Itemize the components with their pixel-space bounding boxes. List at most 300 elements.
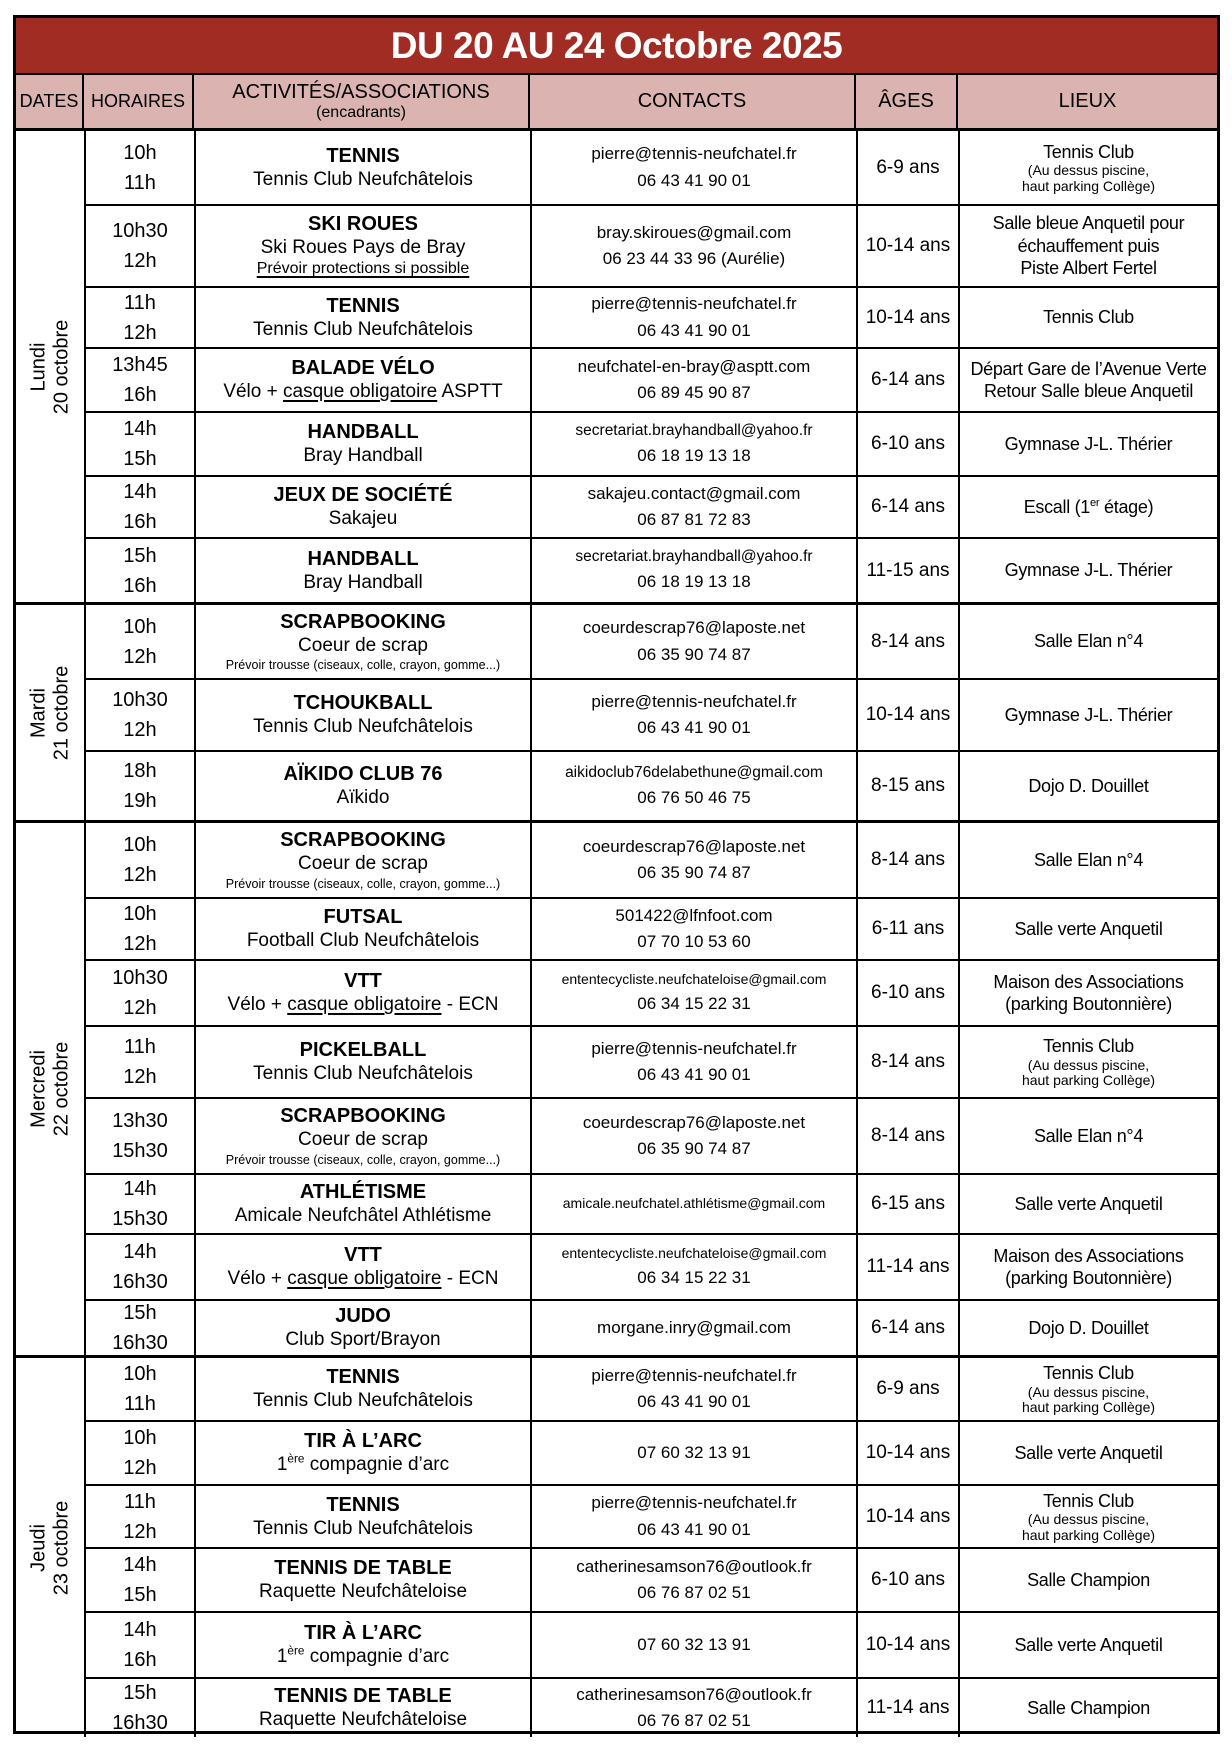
time-value: 10h bbox=[123, 834, 157, 856]
lieu-value: Tennis Club bbox=[1043, 307, 1134, 328]
time-value: 11h bbox=[124, 1490, 156, 1513]
association-name: Bray Handball bbox=[303, 571, 423, 593]
lieu-value: Maison des Associations (parking Boutonnière) bbox=[993, 971, 1184, 1014]
time-cell bbox=[86, 1422, 196, 1484]
day-label bbox=[27, 665, 73, 760]
contact-value: pierre@tennis-neufchatel.fr bbox=[591, 294, 797, 314]
time-cell bbox=[86, 1301, 196, 1355]
contact-value: 06 23 44 33 96 (Aurélie) bbox=[602, 249, 786, 268]
activity-cell bbox=[196, 961, 532, 1025]
age-value: 11-14 ans bbox=[866, 1256, 950, 1277]
contact-value: pierre@tennis-neufchatel.fr bbox=[591, 144, 797, 164]
date-cell bbox=[16, 1358, 86, 1737]
activity-row bbox=[86, 1097, 1217, 1173]
time-value: 16h bbox=[123, 384, 157, 406]
time-value: 19h bbox=[123, 790, 157, 812]
lieu-value: Salle bleue Anquetil pour échauffement puis Piste Albert Fertel bbox=[992, 213, 1185, 279]
age-cell bbox=[858, 1027, 960, 1097]
age-cell bbox=[858, 1235, 960, 1299]
day-label-line: 21 octobre bbox=[50, 665, 73, 760]
activity-note: Prévoir trousse (ciseaux, colle, crayon, gomme...) bbox=[225, 658, 501, 673]
activity-name: TENNIS bbox=[326, 1366, 400, 1389]
time-value: 16h30 bbox=[112, 1271, 168, 1293]
contact-value: ententecycliste.neufchateloise@gmail.com bbox=[561, 970, 827, 987]
activity-cell bbox=[196, 1679, 532, 1737]
time-value: 12h bbox=[123, 864, 157, 886]
contact-cell bbox=[532, 349, 858, 411]
association-name: Raquette Neufchâteloise bbox=[258, 1581, 468, 1603]
association-name: Vélo + casque obligatoire - ECN bbox=[227, 1268, 499, 1290]
contact-cell bbox=[532, 1027, 858, 1097]
age-value: 10-14 ans bbox=[865, 1442, 951, 1463]
age-cell bbox=[858, 1099, 960, 1173]
contact-value: 06 43 41 90 01 bbox=[637, 1392, 751, 1411]
activity-name: JEUX DE SOCIÉTÉ bbox=[273, 484, 453, 507]
time-cell bbox=[86, 1679, 196, 1737]
association-name: Raquette Neufchâteloise bbox=[258, 1709, 468, 1731]
time-value: 15h30 bbox=[112, 1140, 168, 1162]
age-cell bbox=[858, 1549, 960, 1611]
age-cell bbox=[858, 752, 960, 820]
contact-value: neufchatel-en-bray@asptt.com bbox=[577, 356, 811, 376]
time-value: 10h bbox=[123, 615, 157, 638]
date-cell bbox=[16, 823, 86, 1355]
lieu-value: Maison des Associations (parking Boutonnière) bbox=[993, 1245, 1184, 1288]
activity-cell bbox=[196, 349, 532, 411]
time-cell bbox=[86, 413, 196, 475]
day-group bbox=[16, 820, 1217, 1355]
age-value: 8-14 ans bbox=[871, 630, 945, 652]
time-value: 11h bbox=[124, 171, 156, 194]
lieu-cell bbox=[960, 131, 1217, 204]
column-header-dates: DATES bbox=[16, 75, 84, 128]
age-cell bbox=[858, 1301, 960, 1355]
activity-name: VTT bbox=[344, 970, 382, 993]
contact-value: coeurdescrap76@laposte.net bbox=[582, 836, 806, 856]
contact-cell bbox=[532, 1301, 858, 1355]
lieu-cell bbox=[960, 1549, 1217, 1611]
association-name: Coeur de scrap bbox=[298, 853, 428, 874]
lieu-cell bbox=[960, 288, 1217, 347]
time-cell bbox=[86, 1613, 196, 1677]
time-value: 10h bbox=[123, 903, 157, 925]
contact-cell bbox=[532, 288, 858, 347]
contact-cell bbox=[532, 1235, 858, 1299]
age-value: 8-14 ans bbox=[871, 849, 945, 870]
contact-value: catherinesamson76@outlook.fr bbox=[576, 1556, 812, 1576]
activity-cell bbox=[196, 413, 532, 475]
time-value: 14h bbox=[123, 418, 157, 440]
age-cell bbox=[858, 1358, 960, 1420]
contact-cell bbox=[532, 1613, 858, 1677]
association-name: Amicale Neufchâtel Athlétisme bbox=[234, 1205, 492, 1227]
column-header-activites bbox=[194, 75, 530, 128]
contact-value: 06 34 15 22 31 bbox=[637, 993, 751, 1013]
time-cell bbox=[86, 823, 196, 897]
contact-value: 06 43 41 90 01 bbox=[637, 718, 751, 737]
age-cell bbox=[858, 131, 960, 204]
lieu-value: Salle verte Anquetil bbox=[1014, 918, 1163, 939]
activity-cell bbox=[196, 1099, 532, 1173]
activity-name: AÏKIDO CLUB 76 bbox=[283, 763, 443, 786]
lieu-cell bbox=[960, 413, 1217, 475]
age-value: 8-14 ans bbox=[871, 1051, 945, 1072]
lieu-value: Gymnase J-L. Thérier bbox=[1004, 433, 1173, 454]
day-label-line: Jeudi bbox=[27, 1523, 50, 1572]
age-cell bbox=[858, 680, 960, 750]
column-header-activites-sub: (encadrants) bbox=[316, 103, 406, 121]
contact-cell bbox=[532, 961, 858, 1025]
day-rows bbox=[86, 131, 1217, 602]
contact-cell bbox=[532, 1679, 858, 1737]
lieu-value: Départ Gare de l’Avenue Verte Retour Salle bleue Anquetil bbox=[970, 358, 1207, 401]
column-header-ages: ÂGES bbox=[856, 75, 958, 128]
age-value: 10-14 ans bbox=[865, 704, 951, 725]
day-label-line: Mardi bbox=[27, 687, 50, 738]
contact-cell bbox=[532, 823, 858, 897]
time-cell bbox=[86, 1358, 196, 1420]
day-rows bbox=[86, 1358, 1217, 1737]
lieu-value: Tennis Club bbox=[1043, 141, 1134, 162]
age-value: 8-14 ans bbox=[871, 1125, 945, 1146]
activity-cell bbox=[196, 131, 532, 204]
activity-note: Prévoir protections si possible bbox=[256, 260, 470, 278]
time-value: 14h bbox=[123, 481, 157, 503]
time-value: 15h bbox=[123, 1584, 157, 1606]
contact-value: secretariat.brayhandball@yahoo.fr bbox=[575, 548, 813, 566]
title-banner bbox=[16, 18, 1217, 75]
time-value: 15h bbox=[123, 1682, 157, 1704]
time-value: 10h bbox=[123, 1427, 157, 1449]
activity-row bbox=[86, 286, 1217, 347]
association-name: Coeur de scrap bbox=[298, 1129, 428, 1150]
activity-row bbox=[86, 959, 1217, 1025]
lieu-value: Salle Elan n°4 bbox=[1033, 849, 1144, 870]
lieu-value: Gymnase J-L. Thérier bbox=[1004, 560, 1173, 581]
activity-name: TENNIS DE TABLE bbox=[274, 1685, 452, 1708]
time-value: 14h bbox=[123, 1619, 157, 1641]
age-cell bbox=[858, 823, 960, 897]
contact-value: 06 43 41 90 01 bbox=[637, 320, 751, 340]
activity-cell bbox=[196, 823, 532, 897]
lieu-cell bbox=[960, 823, 1217, 897]
day-label-line: Mercredi bbox=[27, 1050, 50, 1128]
day-label bbox=[27, 1500, 73, 1595]
association-name: Tennis Club Neufchâtelois bbox=[253, 1517, 473, 1539]
time-cell bbox=[86, 539, 196, 602]
age-cell bbox=[858, 206, 960, 286]
activity-name: JUDO bbox=[335, 1305, 391, 1328]
activity-note: Prévoir trousse (ciseaux, colle, crayon, gomme...) bbox=[225, 1152, 501, 1167]
activity-cell bbox=[196, 1549, 532, 1611]
activity-row bbox=[86, 204, 1217, 286]
time-value: 13h45 bbox=[112, 354, 168, 376]
contact-value: 06 76 87 02 51 bbox=[637, 1583, 751, 1602]
lieu-cell bbox=[960, 752, 1217, 820]
date-cell bbox=[16, 605, 86, 820]
activity-row bbox=[86, 1025, 1217, 1097]
lieu-cell bbox=[960, 1027, 1217, 1097]
association-name: Tennis Club Neufchâtelois bbox=[253, 318, 473, 340]
age-value: 11-14 ans bbox=[866, 1697, 950, 1718]
contact-value: 501422@lfnfoot.com bbox=[615, 905, 773, 925]
time-value: 16h bbox=[123, 1649, 157, 1671]
lieu-cell bbox=[960, 1175, 1217, 1233]
time-cell bbox=[86, 1486, 196, 1547]
time-value: 14h bbox=[123, 1178, 157, 1200]
contact-value: 07 60 32 13 91 bbox=[637, 1442, 751, 1462]
contact-cell bbox=[532, 752, 858, 820]
age-cell bbox=[858, 1679, 960, 1737]
day-label bbox=[27, 1042, 73, 1137]
contact-value: sakajeu.contact@gmail.com bbox=[587, 483, 801, 503]
activity-name: SCRAPBOOKING bbox=[280, 1105, 446, 1127]
activity-cell bbox=[196, 680, 532, 750]
age-value: 6-14 ans bbox=[871, 1317, 945, 1338]
time-value: 16h30 bbox=[112, 1712, 168, 1734]
time-cell bbox=[86, 131, 196, 204]
time-value: 12h bbox=[123, 933, 157, 955]
contact-cell bbox=[532, 413, 858, 475]
contact-value: pierre@tennis-neufchatel.fr bbox=[591, 691, 797, 711]
lieu-value: Dojo D. Douillet bbox=[1028, 1317, 1149, 1338]
time-value: 12h bbox=[123, 1066, 157, 1088]
time-value: 14h bbox=[123, 1554, 157, 1576]
lieu-cell bbox=[960, 1613, 1217, 1677]
age-cell bbox=[858, 477, 960, 537]
activity-row bbox=[86, 1611, 1217, 1677]
time-cell bbox=[86, 961, 196, 1025]
time-value: 10h30 bbox=[112, 967, 168, 989]
lieu-cell bbox=[960, 349, 1217, 411]
association-name: Coeur de scrap bbox=[298, 634, 428, 656]
activity-name: TENNIS DE TABLE bbox=[274, 1557, 452, 1580]
association-name: Ski Roues Pays de Bray bbox=[260, 236, 466, 258]
contact-value: 06 35 90 74 87 bbox=[637, 644, 751, 664]
activity-cell bbox=[196, 899, 532, 959]
age-value: 8-15 ans bbox=[871, 775, 945, 796]
age-value: 10-14 ans bbox=[865, 235, 951, 256]
lieu-cell bbox=[960, 680, 1217, 750]
association-name: Club Sport/Brayon bbox=[285, 1329, 441, 1351]
day-label bbox=[27, 319, 73, 414]
contact-value: 06 34 15 22 31 bbox=[637, 1267, 751, 1287]
time-cell bbox=[86, 1099, 196, 1173]
lieu-value: Salle Elan n°4 bbox=[1033, 631, 1144, 652]
activity-row bbox=[86, 1420, 1217, 1484]
lieu-note: (Au dessus piscine, haut parking Collège) bbox=[1021, 1056, 1156, 1089]
time-value: 10h bbox=[123, 141, 157, 164]
day-rows bbox=[86, 823, 1217, 1355]
lieu-cell bbox=[960, 899, 1217, 959]
age-value: 6-10 ans bbox=[871, 433, 945, 454]
association-name: 1ère compagnie d’arc bbox=[276, 1644, 450, 1668]
time-value: 12h bbox=[123, 1457, 157, 1479]
contact-value: 07 70 10 53 60 bbox=[637, 932, 751, 951]
contact-cell bbox=[532, 206, 858, 286]
contact-cell bbox=[532, 1549, 858, 1611]
age-cell bbox=[858, 349, 960, 411]
activity-row bbox=[86, 897, 1217, 959]
contact-value: 06 87 81 72 83 bbox=[637, 510, 751, 529]
column-header-horaires: HORAIRES bbox=[84, 75, 194, 128]
contact-value: 06 18 19 13 18 bbox=[637, 572, 751, 592]
activity-cell bbox=[196, 1175, 532, 1233]
contact-value: 06 76 87 02 51 bbox=[637, 1711, 751, 1730]
contact-value: 06 43 41 90 01 bbox=[637, 1065, 751, 1084]
lieu-value: Salle verte Anquetil bbox=[1014, 1193, 1163, 1214]
activity-name: SCRAPBOOKING bbox=[280, 610, 446, 633]
age-value: 11-15 ans bbox=[866, 559, 950, 581]
day-label-line: 23 octobre bbox=[50, 1500, 73, 1595]
activity-row bbox=[86, 1358, 1217, 1420]
time-cell bbox=[86, 349, 196, 411]
lieu-cell bbox=[960, 1679, 1217, 1737]
contact-cell bbox=[532, 1358, 858, 1420]
activity-row bbox=[86, 537, 1217, 602]
activity-row bbox=[86, 475, 1217, 537]
time-cell bbox=[86, 1175, 196, 1233]
day-group bbox=[16, 131, 1217, 602]
activity-row bbox=[86, 1677, 1217, 1737]
activity-cell bbox=[196, 539, 532, 602]
age-value: 6-10 ans bbox=[871, 1569, 945, 1590]
age-cell bbox=[858, 961, 960, 1025]
activity-name: HANDBALL bbox=[307, 547, 419, 570]
activity-name: TCHOUKBALL bbox=[293, 692, 433, 715]
contact-cell bbox=[532, 1486, 858, 1547]
time-value: 12h bbox=[123, 997, 157, 1019]
time-value: 16h bbox=[123, 574, 157, 597]
activity-row bbox=[86, 1547, 1217, 1611]
contact-value: 06 43 41 90 01 bbox=[637, 1519, 751, 1539]
activity-cell bbox=[196, 1235, 532, 1299]
activity-row bbox=[86, 1299, 1217, 1355]
contact-value: coeurdescrap76@laposte.net bbox=[582, 618, 806, 638]
contact-cell bbox=[532, 539, 858, 602]
activity-name: BALADE VÉLO bbox=[291, 357, 435, 380]
time-cell bbox=[86, 752, 196, 820]
activity-cell bbox=[196, 1358, 532, 1420]
activity-cell bbox=[196, 288, 532, 347]
lieu-cell bbox=[960, 1235, 1217, 1299]
lieu-cell bbox=[960, 1422, 1217, 1484]
time-value: 12h bbox=[123, 250, 157, 272]
age-value: 10-14 ans bbox=[865, 306, 951, 328]
activity-name: ATHLÉTISME bbox=[299, 1181, 427, 1204]
day-group bbox=[16, 1355, 1217, 1737]
contact-value: 07 60 32 13 91 bbox=[637, 1634, 751, 1654]
association-name: Vélo + casque obligatoire - ECN bbox=[227, 994, 499, 1016]
activity-name: TENNIS bbox=[326, 1493, 400, 1516]
association-name: Tennis Club Neufchâtelois bbox=[253, 1390, 473, 1412]
contact-value: coeurdescrap76@laposte.net bbox=[582, 1112, 806, 1132]
lieu-value: Dojo D. Douillet bbox=[1028, 775, 1149, 796]
schedule-table bbox=[13, 15, 1220, 1734]
activity-cell bbox=[196, 1027, 532, 1097]
time-cell bbox=[86, 1027, 196, 1097]
time-value: 12h bbox=[123, 1520, 157, 1543]
lieu-value: Gymnase J-L. Thérier bbox=[1004, 704, 1173, 725]
time-cell bbox=[86, 1235, 196, 1299]
contact-value: 06 35 90 74 87 bbox=[637, 863, 751, 882]
association-name: Aïkido bbox=[336, 787, 390, 809]
activity-name: TIR À L’ARC bbox=[304, 1622, 422, 1645]
contact-value: bray.skiroues@gmail.com bbox=[596, 222, 792, 242]
age-cell bbox=[858, 605, 960, 678]
contact-value: pierre@tennis-neufchatel.fr bbox=[591, 1038, 797, 1058]
activity-row bbox=[86, 1173, 1217, 1233]
day-label-line: 22 octobre bbox=[50, 1041, 73, 1137]
time-value: 12h bbox=[123, 645, 157, 668]
time-value: 16h bbox=[123, 511, 157, 533]
time-cell bbox=[86, 899, 196, 959]
contact-value: secretariat.brayhandball@yahoo.fr bbox=[575, 421, 813, 439]
activity-name: SCRAPBOOKING bbox=[280, 829, 446, 851]
lieu-cell bbox=[960, 605, 1217, 678]
age-cell bbox=[858, 1486, 960, 1547]
lieu-value: Escall (1er étage) bbox=[1023, 496, 1154, 517]
contact-value: amicale.neufchatel.athlétisme@gmail.com bbox=[562, 1195, 826, 1212]
day-groups bbox=[16, 131, 1217, 1737]
activity-row bbox=[86, 411, 1217, 475]
age-cell bbox=[858, 1175, 960, 1233]
lieu-cell bbox=[960, 539, 1217, 602]
time-value: 12h bbox=[123, 321, 157, 344]
activity-cell bbox=[196, 1486, 532, 1547]
activity-row bbox=[86, 1484, 1217, 1547]
activity-row bbox=[86, 347, 1217, 411]
contact-value: aikidoclub76delabethune@gmail.com bbox=[565, 763, 823, 781]
lieu-value: Tennis Club bbox=[1043, 1036, 1134, 1057]
contact-value: pierre@tennis-neufchatel.fr bbox=[591, 1493, 797, 1513]
activity-name: VTT bbox=[344, 1244, 382, 1267]
contact-value: ententecycliste.neufchateloise@gmail.com bbox=[561, 1244, 827, 1261]
age-cell bbox=[858, 413, 960, 475]
time-cell bbox=[86, 605, 196, 678]
activity-cell bbox=[196, 1301, 532, 1355]
activity-name: TIR À L’ARC bbox=[304, 1430, 422, 1453]
time-cell bbox=[86, 1549, 196, 1611]
activity-row bbox=[86, 750, 1217, 820]
activity-row bbox=[86, 605, 1217, 678]
lieu-cell bbox=[960, 1301, 1217, 1355]
activity-name: FUTSAL bbox=[323, 906, 403, 929]
time-value: 15h bbox=[123, 544, 157, 567]
contact-value: 06 18 19 13 18 bbox=[637, 445, 751, 465]
day-label-line: Lundi bbox=[27, 342, 50, 391]
page-title: DU 20 AU 24 Octobre 2025 bbox=[390, 24, 843, 66]
time-value: 15h bbox=[123, 448, 157, 470]
contact-value: 06 76 50 46 75 bbox=[637, 787, 751, 807]
association-name: 1ère compagnie d’arc bbox=[276, 1452, 450, 1476]
contact-cell bbox=[532, 899, 858, 959]
age-value: 6-14 ans bbox=[871, 369, 945, 390]
time-cell bbox=[86, 288, 196, 347]
age-value: 6-9 ans bbox=[876, 156, 940, 178]
age-cell bbox=[858, 1613, 960, 1677]
activity-row bbox=[86, 678, 1217, 750]
time-cell bbox=[86, 206, 196, 286]
age-cell bbox=[858, 539, 960, 602]
lieu-cell bbox=[960, 961, 1217, 1025]
contact-cell bbox=[532, 605, 858, 678]
time-value: 16h30 bbox=[112, 1332, 168, 1354]
contact-value: catherinesamson76@outlook.fr bbox=[576, 1684, 812, 1704]
time-value: 11h bbox=[124, 291, 156, 314]
time-value: 13h30 bbox=[112, 1110, 168, 1132]
day-rows bbox=[86, 605, 1217, 820]
